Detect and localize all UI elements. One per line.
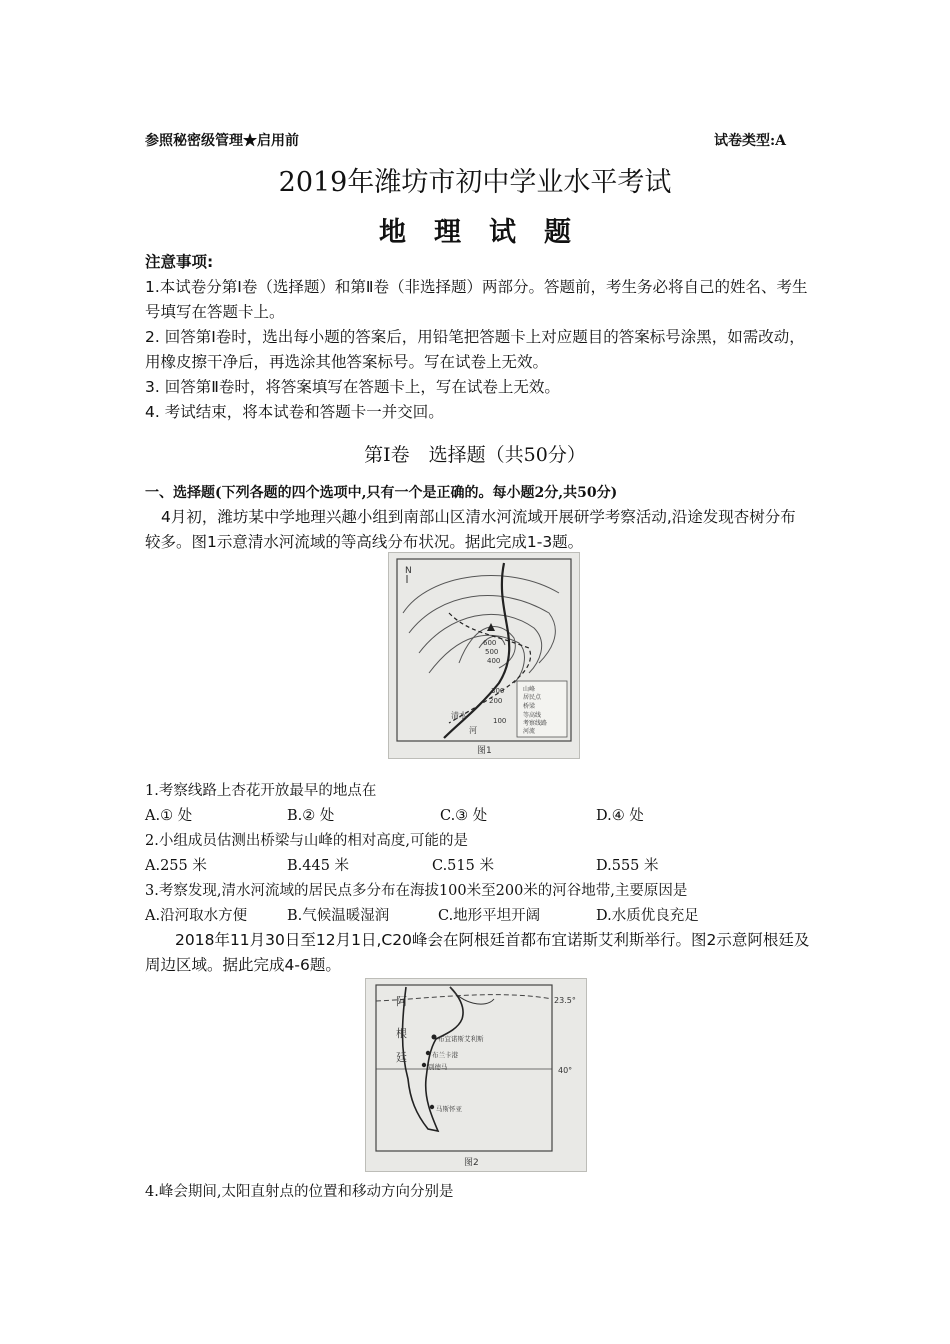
q2-option-b: B.445 米 — [287, 858, 350, 874]
figure-2-argentina-map — [365, 978, 587, 1172]
city-label-bahia-blanca: 布兰卡港 — [432, 1051, 458, 1059]
contour-label-600: 600 — [483, 639, 497, 647]
q3-option-d: D.水质优良充足 — [596, 908, 699, 924]
city-label-viedma: 别德马 — [428, 1063, 448, 1071]
notes-heading: 注意事项: — [145, 253, 214, 271]
river-name-label-2: 河 — [469, 726, 477, 735]
q1-option-a: A.① 处 — [145, 808, 193, 824]
figure-2-caption: 图2 — [464, 1158, 479, 1168]
note-item: 1.本试卷分第Ⅰ卷（选择题）和第Ⅱ卷（非选择题）两部分。答题前，考生务必将自己的姓名、考生号填写在答题卡上。 — [145, 278, 808, 321]
intro-paragraph-2: 2018年11月30日至12月1日,C20峰会在阿根廷首都布宜诺斯艾利斯举行。图2示意阿根廷及周边区域。据此完成4-6题。 — [145, 931, 810, 974]
figure-1-contour-map — [388, 552, 580, 759]
country-label-char: 廷 — [396, 1051, 407, 1064]
question-4-stem: 4.峰会期间,太阳直射点的位置和移动方向分别是 — [145, 1184, 454, 1200]
note-item: 3. 回答第Ⅱ卷时，将答案填写在答题卡上，写在试卷上无效。 — [145, 378, 560, 396]
intro-paragraph-1: 4月初，潍坊某中学地理兴趣小组到南部山区清水河流域开展研学考察活动,沿途发现杏树分布较多。图1示意清水河流域的等高线分布状况。据此完成1-3题。 — [145, 508, 796, 551]
q2-option-a: A.255 米 — [145, 858, 207, 874]
question-2-stem: 2.小组成员估测出桥梁与山峰的相对高度,可能的是 — [145, 833, 468, 849]
latitude-label-40: 40° — [558, 1066, 573, 1075]
q3-option-c: C.地形平坦开阔 — [438, 908, 541, 924]
q1-option-d: D.④ 处 — [596, 808, 644, 824]
q3-option-a: A.沿河取水方便 — [145, 908, 248, 924]
subject-title: 地理试题 — [379, 217, 599, 248]
legend-item: 山峰 — [523, 686, 536, 693]
question-3-stem: 3.考察发现,清水河流域的居民点多分布在海拔100米至200米的河谷地带,主要原因是 — [145, 883, 688, 899]
argentina-map-svg — [366, 979, 586, 1171]
q2-option-d: D.555 米 — [596, 858, 659, 874]
contour-label-400: 400 — [487, 657, 501, 665]
q2-option-c: C.515 米 — [432, 858, 494, 874]
contour-label-200: 200 — [489, 697, 503, 705]
city-label-ushuaia: 马斯怀亚 — [436, 1105, 462, 1113]
legend-item: 居民点 — [523, 694, 542, 701]
legend-item: 桥梁 — [523, 703, 536, 710]
part-heading: 一、选择题(下列各题的四个选项中,只有一个是正确的。每小题2分,共50分) — [145, 485, 618, 501]
exam-title: 2019年潍坊市初中学业水平考试 — [278, 167, 672, 198]
note-item: 2. 回答第Ⅰ卷时，选出每小题的答案后，用铅笔把答题卡上对应题目的答案标号涂黑，如需改动，用橡皮擦干净后，再选涂其他答案标号。写在试卷上无效。 — [145, 328, 805, 371]
city-label-buenos-aires: 布宜诺斯艾利斯 — [438, 1035, 484, 1043]
contour-map-svg — [389, 553, 579, 758]
q3-option-b: B.气候温暖湿润 — [287, 908, 390, 924]
latitude-label-23-5: 23.5° — [554, 996, 576, 1005]
paper-type-label: 试卷类型:A — [714, 133, 787, 149]
figure-1-caption: 图1 — [477, 746, 492, 756]
legend-item: 等高线 — [523, 712, 542, 719]
river-name-label: 清水 — [451, 711, 467, 720]
secrecy-label: 参照秘密级管理★启用前 — [145, 133, 299, 149]
note-item: 4. 考试结束，将本试卷和答题卡一并交回。 — [145, 403, 444, 421]
section-title: 第Ⅰ卷 选择题（共50分） — [364, 444, 586, 466]
contour-label-300: 300 — [491, 687, 505, 695]
q1-option-c: C.③ 处 — [440, 808, 488, 824]
legend-item: 考察线路 — [523, 720, 548, 727]
question-1-stem: 1.考察线路上杏花开放最早的地点在 — [145, 783, 377, 799]
contour-label-500: 500 — [485, 648, 499, 656]
notes-block — [145, 250, 810, 425]
q1-option-b: B.② 处 — [287, 808, 335, 824]
country-label-char: 根 — [396, 1027, 407, 1040]
north-label: N — [405, 566, 412, 576]
legend-item: 河流 — [523, 728, 536, 735]
country-label-char: 阿 — [396, 995, 407, 1008]
contour-label-100: 100 — [493, 717, 507, 725]
